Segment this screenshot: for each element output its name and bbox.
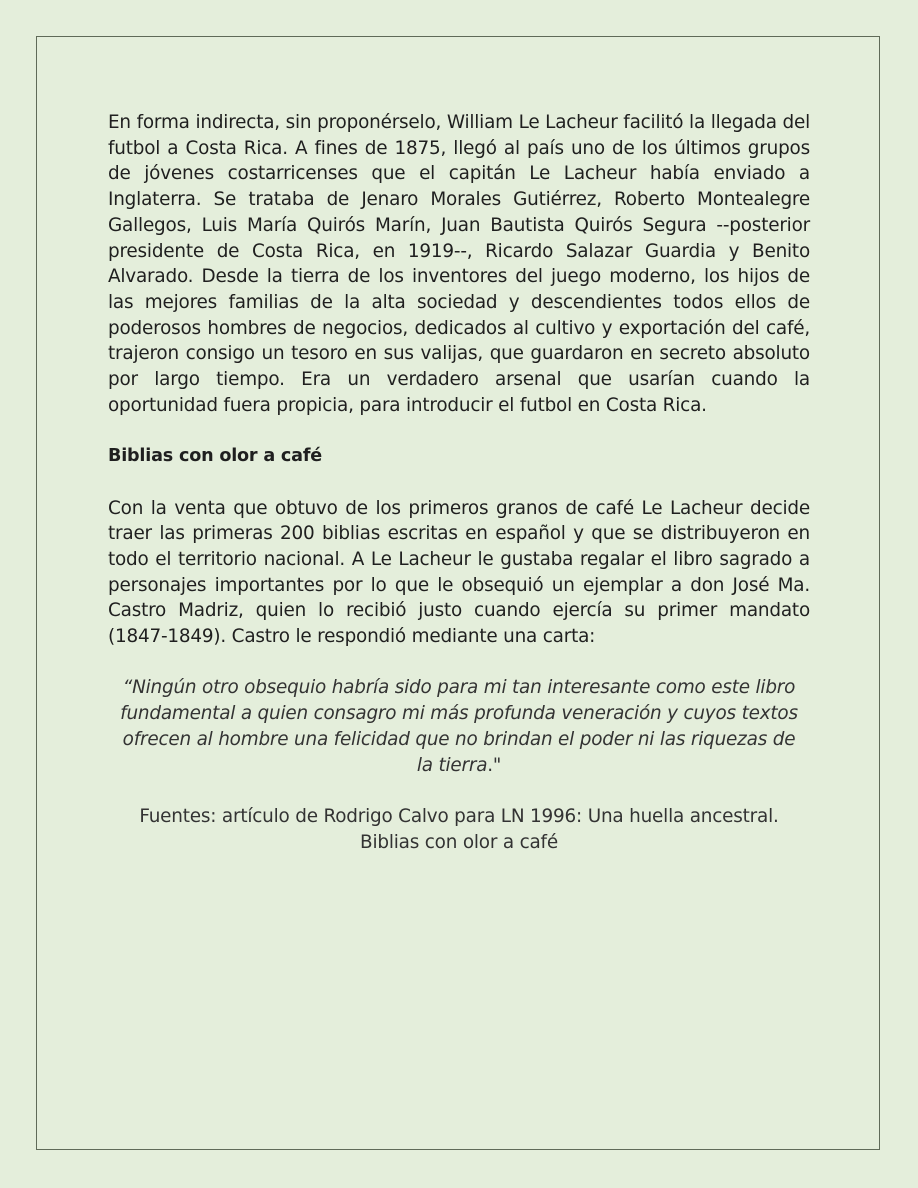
document-body xyxy=(108,110,810,855)
quote-text: “Ningún otro obsequio habría sido para mi tan interesante como este libro fundamental a quien consagro mi más profunda veneración y cuyos textos ofrecen al hombre una felicidad que no brindan el poder ni las riquezas de la tierra xyxy=(120,677,798,776)
block-quote xyxy=(108,675,810,778)
quote-closing: ." xyxy=(487,754,502,776)
sources-note: Fuentes: artículo de Rodrigo Calvo para LN 1996: Una huella ancestral. Biblias con olor a café xyxy=(139,805,779,853)
section-heading: Biblias con olor a café xyxy=(108,446,323,467)
paragraph-bibles: Con la venta que obtuvo de los primeros granos de café Le Lacheur decide traer las primeras 200 biblias escritas en español y que se distribuyeron en todo el territorio nacional. A Le Lacheur le gustaba regalar el libro sagrado a personajes importantes por lo que le obsequió un ejemplar a don José Ma. Castro Madriz, quien lo recibió justo cuando ejercía su primer mandato (1847-1849). Castro le respondió mediante una carta: xyxy=(108,497,810,648)
paragraph-intro: En forma indirecta, sin proponérselo, William Le Lacheur facilitó la llegada del futbol a Costa Rica. A fines de 1875, llegó al país uno de los últimos grupos de jóvenes costarricenses que el capitán Le Lacheur había enviado a Inglaterra. Se trataba de Jenaro Morales Gutiérrez, Roberto Montealegre Gallegos, Luis María Quirós Marín, Juan Bautista Quirós Segura --posterior presidente de Costa Rica, en 1919--, Ricardo Salazar Guardia y Benito Alvarado. Desde la tierra de los inventores del juego moderno, los hijos de las mejores familias de la alta sociedad y descendientes todos ellos de poderosos hombres de negocios, dedicados al cultivo y exportación del café, trajeron consigo un tesoro en sus valijas, que guardaron en secreto absoluto por largo tiempo. Era un verdadero arsenal que usarían cuando la oportunidad fuera propicia, para introducir el futbol en Costa Rica. xyxy=(108,112,810,416)
